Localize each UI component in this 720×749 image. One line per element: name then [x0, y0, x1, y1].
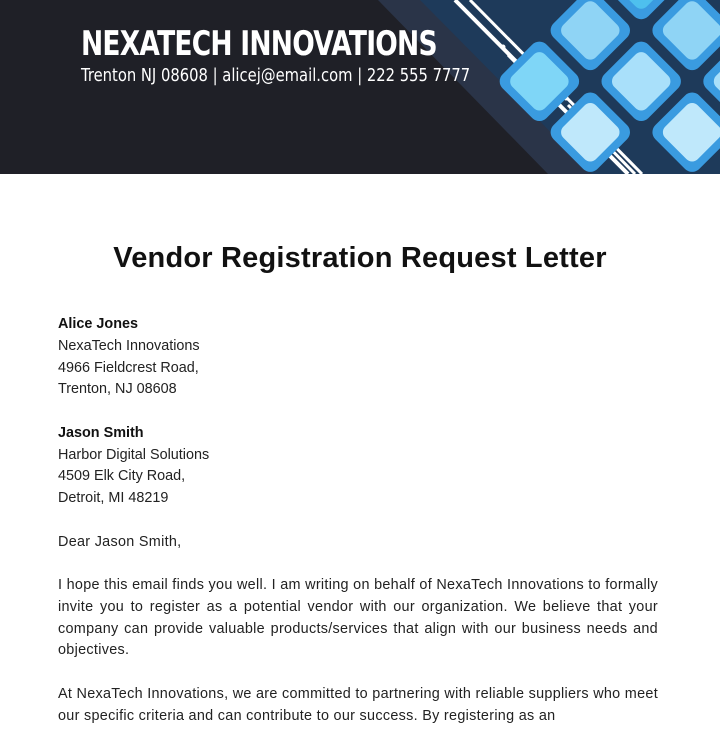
- recipient-address-block: [58, 423, 658, 510]
- body-paragraph-2: At NexaTech Innovations, we are committed to partnering with reliable suppliers who meet our specific criteria and can contribute to our success. By registering as an: [58, 685, 658, 724]
- salutation: Dear Jason Smith,: [58, 533, 182, 550]
- recipient-city: Detroit, MI 48219: [58, 490, 169, 507]
- recipient-name: Jason Smith: [58, 424, 144, 441]
- recipient-street: 4509 Elk City Road,: [58, 468, 186, 485]
- letterhead-banner: [0, 0, 720, 174]
- sender-street: 4966 Fieldcrest Road,: [58, 359, 199, 376]
- sender-address-block: [58, 314, 658, 401]
- letter-body: [58, 314, 658, 749]
- sender-company: NexaTech Innovations: [58, 337, 200, 354]
- document-title: Vendor Registration Request Letter: [113, 242, 607, 274]
- body-paragraph-1: I hope this email finds you well. I am writing on behalf of NexaTech Innovations to formally invite you to register as a potential vendor with our organization. We believe that your company can provide valuable products/services that align with our business needs and objectives.: [58, 576, 658, 659]
- sender-name: Alice Jones: [58, 316, 138, 332]
- sender-city: Trenton, NJ 08608: [58, 381, 177, 398]
- company-contact-line: Trenton NJ 08608 | alicej@email.com | 222 555 7777: [81, 65, 471, 86]
- company-name: NEXATECH INNOVATIONS: [81, 24, 437, 64]
- dot-1: [501, 45, 506, 50]
- recipient-company: Harbor Digital Solutions: [58, 446, 210, 463]
